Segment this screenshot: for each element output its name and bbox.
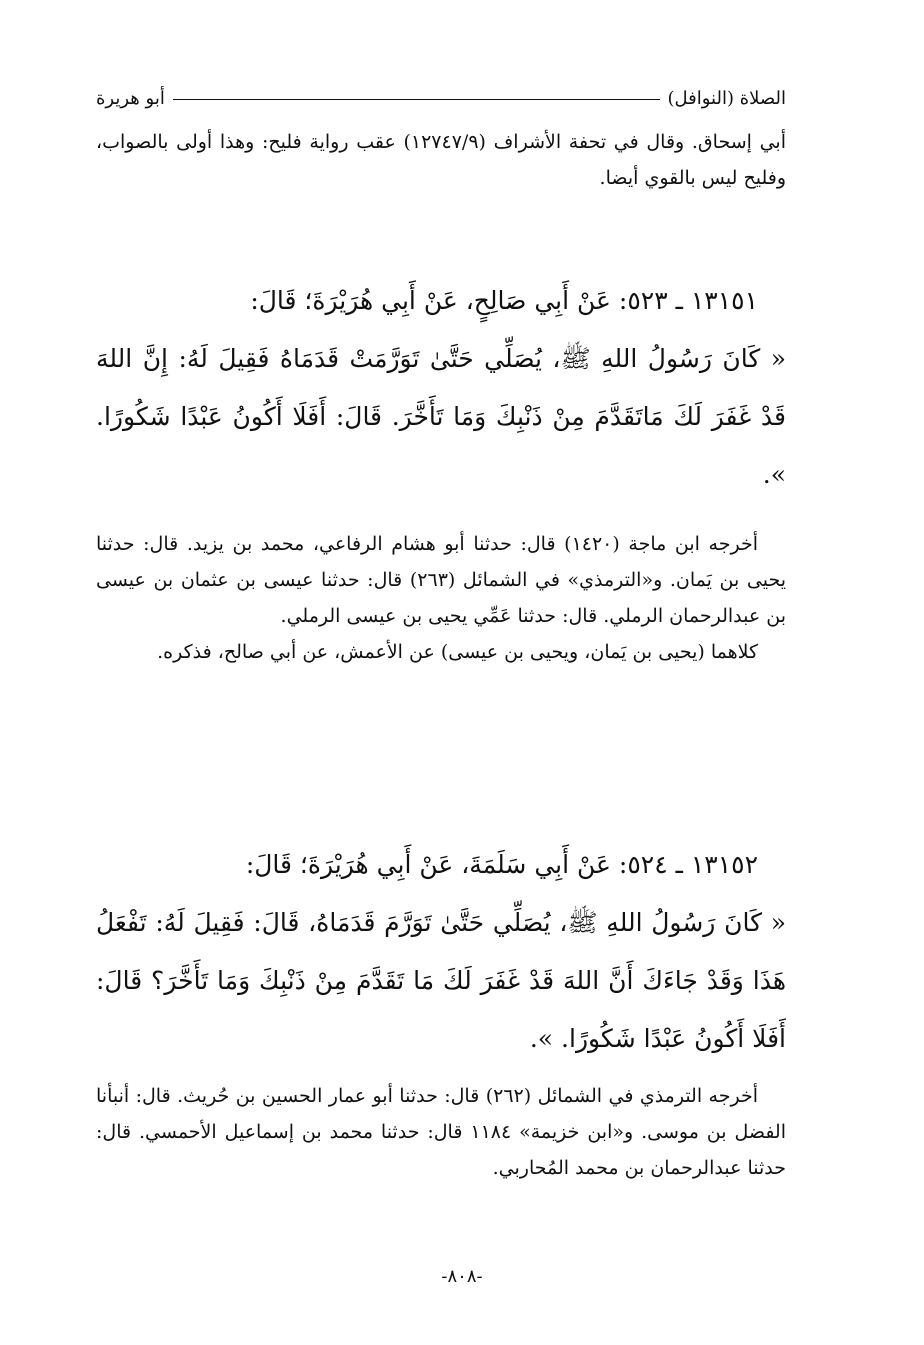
takhrij-paragraph: كلاهما (يحيى بن يَمان، ويحيى بن عيسى) عن الأعمش، عن أبي صالح، فذكره. bbox=[157, 641, 758, 663]
chapter-title: الصلاة (النوافل) bbox=[667, 88, 786, 109]
note-top bbox=[96, 124, 786, 196]
note-paragraph: أبي إسحاق. وقال في تحفة الأشراف (١٢٧٤٧/٩) عقب رواية فليح: وهذا أولى بالصواب، وفليح ليس بالقوي أيضا. bbox=[96, 131, 786, 189]
running-head bbox=[96, 84, 786, 114]
hadith-13151 bbox=[96, 272, 786, 504]
hadith-13152 bbox=[96, 836, 786, 1068]
hadith-heading: ١٣١٥٢ ـ ٥٢٤: عَنْ أَبِي سَلَمَةَ، عَنْ أَبِي هُرَيْرَةَ؛ قَالَ: bbox=[245, 850, 758, 879]
page-number: -٨٠٨- bbox=[441, 1266, 483, 1287]
takhrij-13152 bbox=[96, 1078, 786, 1186]
takhrij-paragraph: أخرجه الترمذي في الشمائل (٢٦٢) قال: حدثنا أبو عمار الحسين بن حُريث. قال: أنبأنا الفضل بن موسى. و«ابن خزيمة» ١١٨٤ قال: حدثنا محمد بن إسماعيل الأحمسي. قال: حدثنا عبدالرحمان بن محمد المُحاربي. bbox=[96, 1085, 786, 1179]
hadith-heading: ١٣١٥١ ـ ٥٢٣: عَنْ أَبِي صَالِحٍ، عَنْ أَبِي هُرَيْرَةَ؛ قَالَ: bbox=[250, 286, 758, 315]
narrator-name: أبو هريرة bbox=[96, 88, 165, 109]
hadith-text: « كَانَ رَسُولُ اللهِ ﷺ، يُصَلِّي حَتَّىٰ تَوَرَّمَتْ قَدَمَاهُ فَقِيلَ لَهُ: إِنَّ اللهَ قَدْ غَفَرَ لَكَ مَاتَقَدَّمَ مِنْ ذَنْبِكَ وَمَا تَأَخَّرَ. قَالَ: أَفَلَا أَكُونُ عَبْدًا شَكُورًا. ». bbox=[96, 344, 786, 489]
takhrij-13151 bbox=[96, 526, 786, 670]
hadith-text: « كَانَ رَسُولُ اللهِ ﷺ، يُصَلِّي حَتَّىٰ تَوَرَّمَ قَدَمَاهُ، قَالَ: فَقِيلَ لَهُ: تَفْعَلُ هَذَا وَقَدْ جَاءَكَ أَنَّ اللهَ قَدْ غَفَرَ لَكَ مَا تَقَدَّمَ مِنْ ذَنْبِكَ وَمَا تَأَخَّرَ؟ قَالَ: أَفَلَا أَكُونُ عَبْدًا شَكُورًا. ». bbox=[96, 908, 786, 1053]
takhrij-paragraph: أخرجه ابن ماجة (١٤٢٠) قال: حدثنا أبو هشام الرفاعي، محمد بن يزيد. قال: حدثنا يحيى بن يَمان. و«الترمذي» في الشمائل (٢٦٣) قال: حدثنا عيسى بن عثمان بن عيسى بن عبدالرحمان الرملي. قال: حدثنا عَمِّي يحيى بن عيسى الرملي. bbox=[96, 533, 786, 627]
header-rule bbox=[173, 99, 660, 100]
